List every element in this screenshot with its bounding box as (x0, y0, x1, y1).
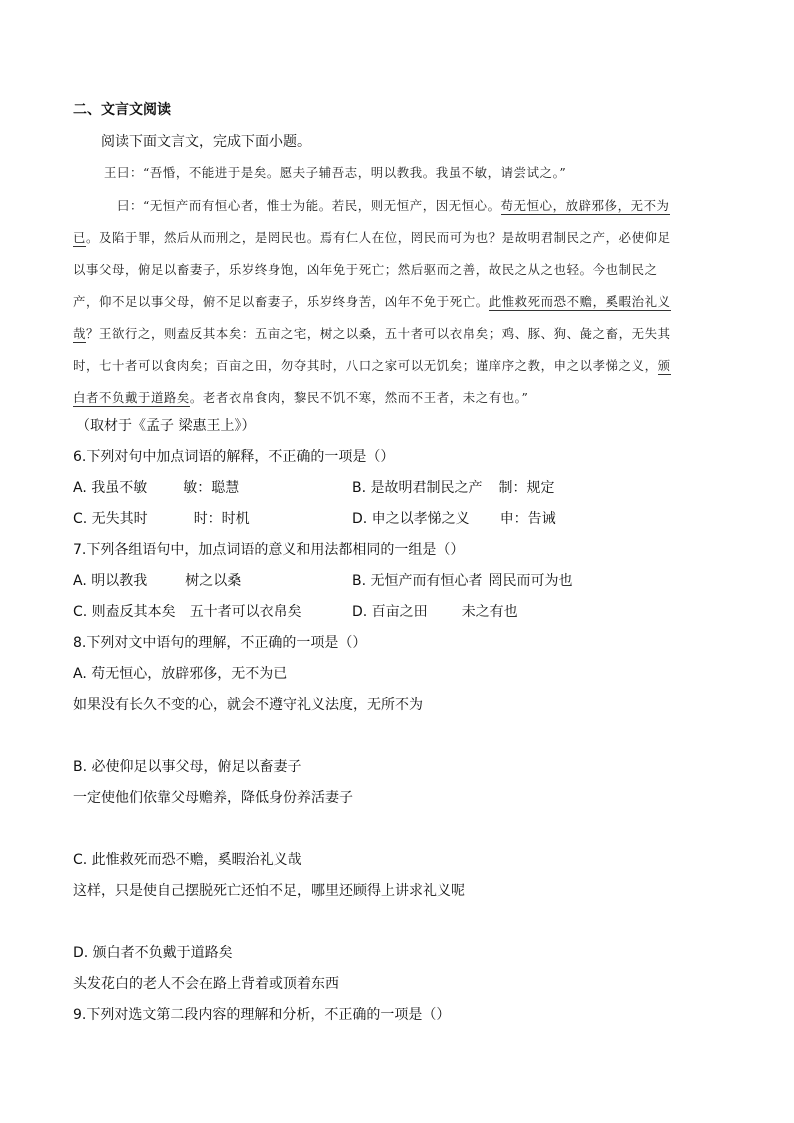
passage-text: ？王欲行之，则盍反其本矣：五亩之宅，树之以桑，五十者可以衣帛矣；鸡、豚、狗、彘之畜，无失其 (86, 326, 671, 341)
q6-option-b: B. 是故明君制民之产 制：规定 (352, 480, 555, 496)
passage-paragraph-1: 王曰：“吾惛，不能进于是矣。愿夫子辅吾志，明以教我。我虽不敏，请尝试之。” (104, 165, 567, 180)
q6-option-a: A. 我虽不敏 敏：聪慧 (73, 480, 240, 496)
passage-line-1 (117, 196, 670, 216)
q8-option-d: D. 颁白者不负戴于道路矣 (73, 945, 233, 961)
q8-option-b-translation: 一定使他们依靠父母赡养，降低身份养活妻子 (73, 790, 353, 806)
passage-text: 时，七十者可以食肉矣；百亩之田，勿夺其时，八口之家可以无饥矣；谨庠序之教，申之以孝悌之义， (73, 358, 658, 373)
passage-line-5 (73, 324, 671, 344)
q6-option-d: D. 申之以孝悌之义 申：告诫 (352, 511, 556, 527)
passage-line-3: 以事父母，俯足以畜妻子，乐岁终身饱，凶年免于死亡；然后驱而之善，故民之从之也轻。今也制民之 (73, 262, 658, 277)
passage-text: 。老者衣帛食肉，黎民不饥不寒，然而不王者，未之有也。” (189, 390, 529, 405)
underlined-sentence: 苟无恒心，放辟邪侈，无不为 (500, 198, 670, 213)
underlined-sentence: 颁 (657, 358, 671, 373)
passage-text: 。及陷于罪，然后从而刑之，是罔民也。焉有仁人在位，罔民而可为也？是故明君制民之产，必使仰足 (86, 230, 671, 245)
passage-line-6 (73, 356, 671, 376)
q8-option-b: B. 必使仰足以事父母，俯足以畜妻子 (73, 759, 302, 775)
question-8-stem: 8.下列对文中语句的理解，不正确的一项是（） (73, 635, 367, 651)
q8-option-a: A. 苟无恒心，放辟邪侈，无不为已 (73, 666, 288, 682)
question-6-stem: 6.下列对句中加点词语的解释，不正确的一项是（） (73, 449, 395, 465)
source-citation: （取材于《孟子 梁惠王上》） (76, 418, 256, 434)
underlined-sentence: 哉 (73, 326, 86, 341)
q7-option-a: A. 明以教我 树之以桑 (73, 573, 242, 589)
passage-line-7 (73, 388, 528, 408)
q8-option-d-translation: 头发花白的老人不会在路上背着或顶着东西 (73, 976, 339, 992)
q8-option-c: C. 此惟救死而恐不赡，奚暇治礼义哉 (73, 852, 302, 868)
q7-option-b: B. 无恒产而有恒心者 罔民而可为也 (352, 573, 573, 589)
q7-option-c: C. 则盍反其本矣 五十者可以衣帛矣 (73, 604, 302, 620)
underlined-sentence: 此惟救死而恐不赡，奚暇治礼义 (488, 294, 671, 309)
q8-option-c-translation: 这样，只是使自己摆脱死亡还怕不足，哪里还顾得上讲求礼义呢 (73, 883, 465, 899)
q7-option-d: D. 百亩之田 未之有也 (352, 604, 518, 620)
passage-line-2 (73, 228, 671, 248)
instruction-text: 阅读下面文言文，完成下面小题。 (101, 134, 311, 150)
passage-line-4 (73, 292, 671, 312)
question-7-stem: 7.下列各组语句中，加点词语的意义和用法都相同的一组是（） (73, 542, 465, 558)
q8-option-a-translation: 如果没有长久不变的心，就会不遵守礼义法度，无所不为 (73, 697, 423, 713)
section-title: 二、文言文阅读 (73, 102, 171, 118)
underlined-sentence: 白者不负戴于道路矣 (73, 390, 190, 405)
underlined-sentence: 已 (73, 230, 86, 245)
q6-option-c: C. 无失其时 时：时机 (73, 511, 250, 527)
passage-text: 产，仰不足以事父母，俯不足以畜妻子，乐岁终身苦，凶年不免于死亡。 (73, 294, 489, 309)
passage-text: 曰：“无恒产而有恒心者，惟士为能。若民，则无恒产，因无恒心。 (117, 198, 501, 213)
question-9-stem: 9.下列对选文第二段内容的理解和分析，不正确的一项是（） (73, 1007, 451, 1023)
